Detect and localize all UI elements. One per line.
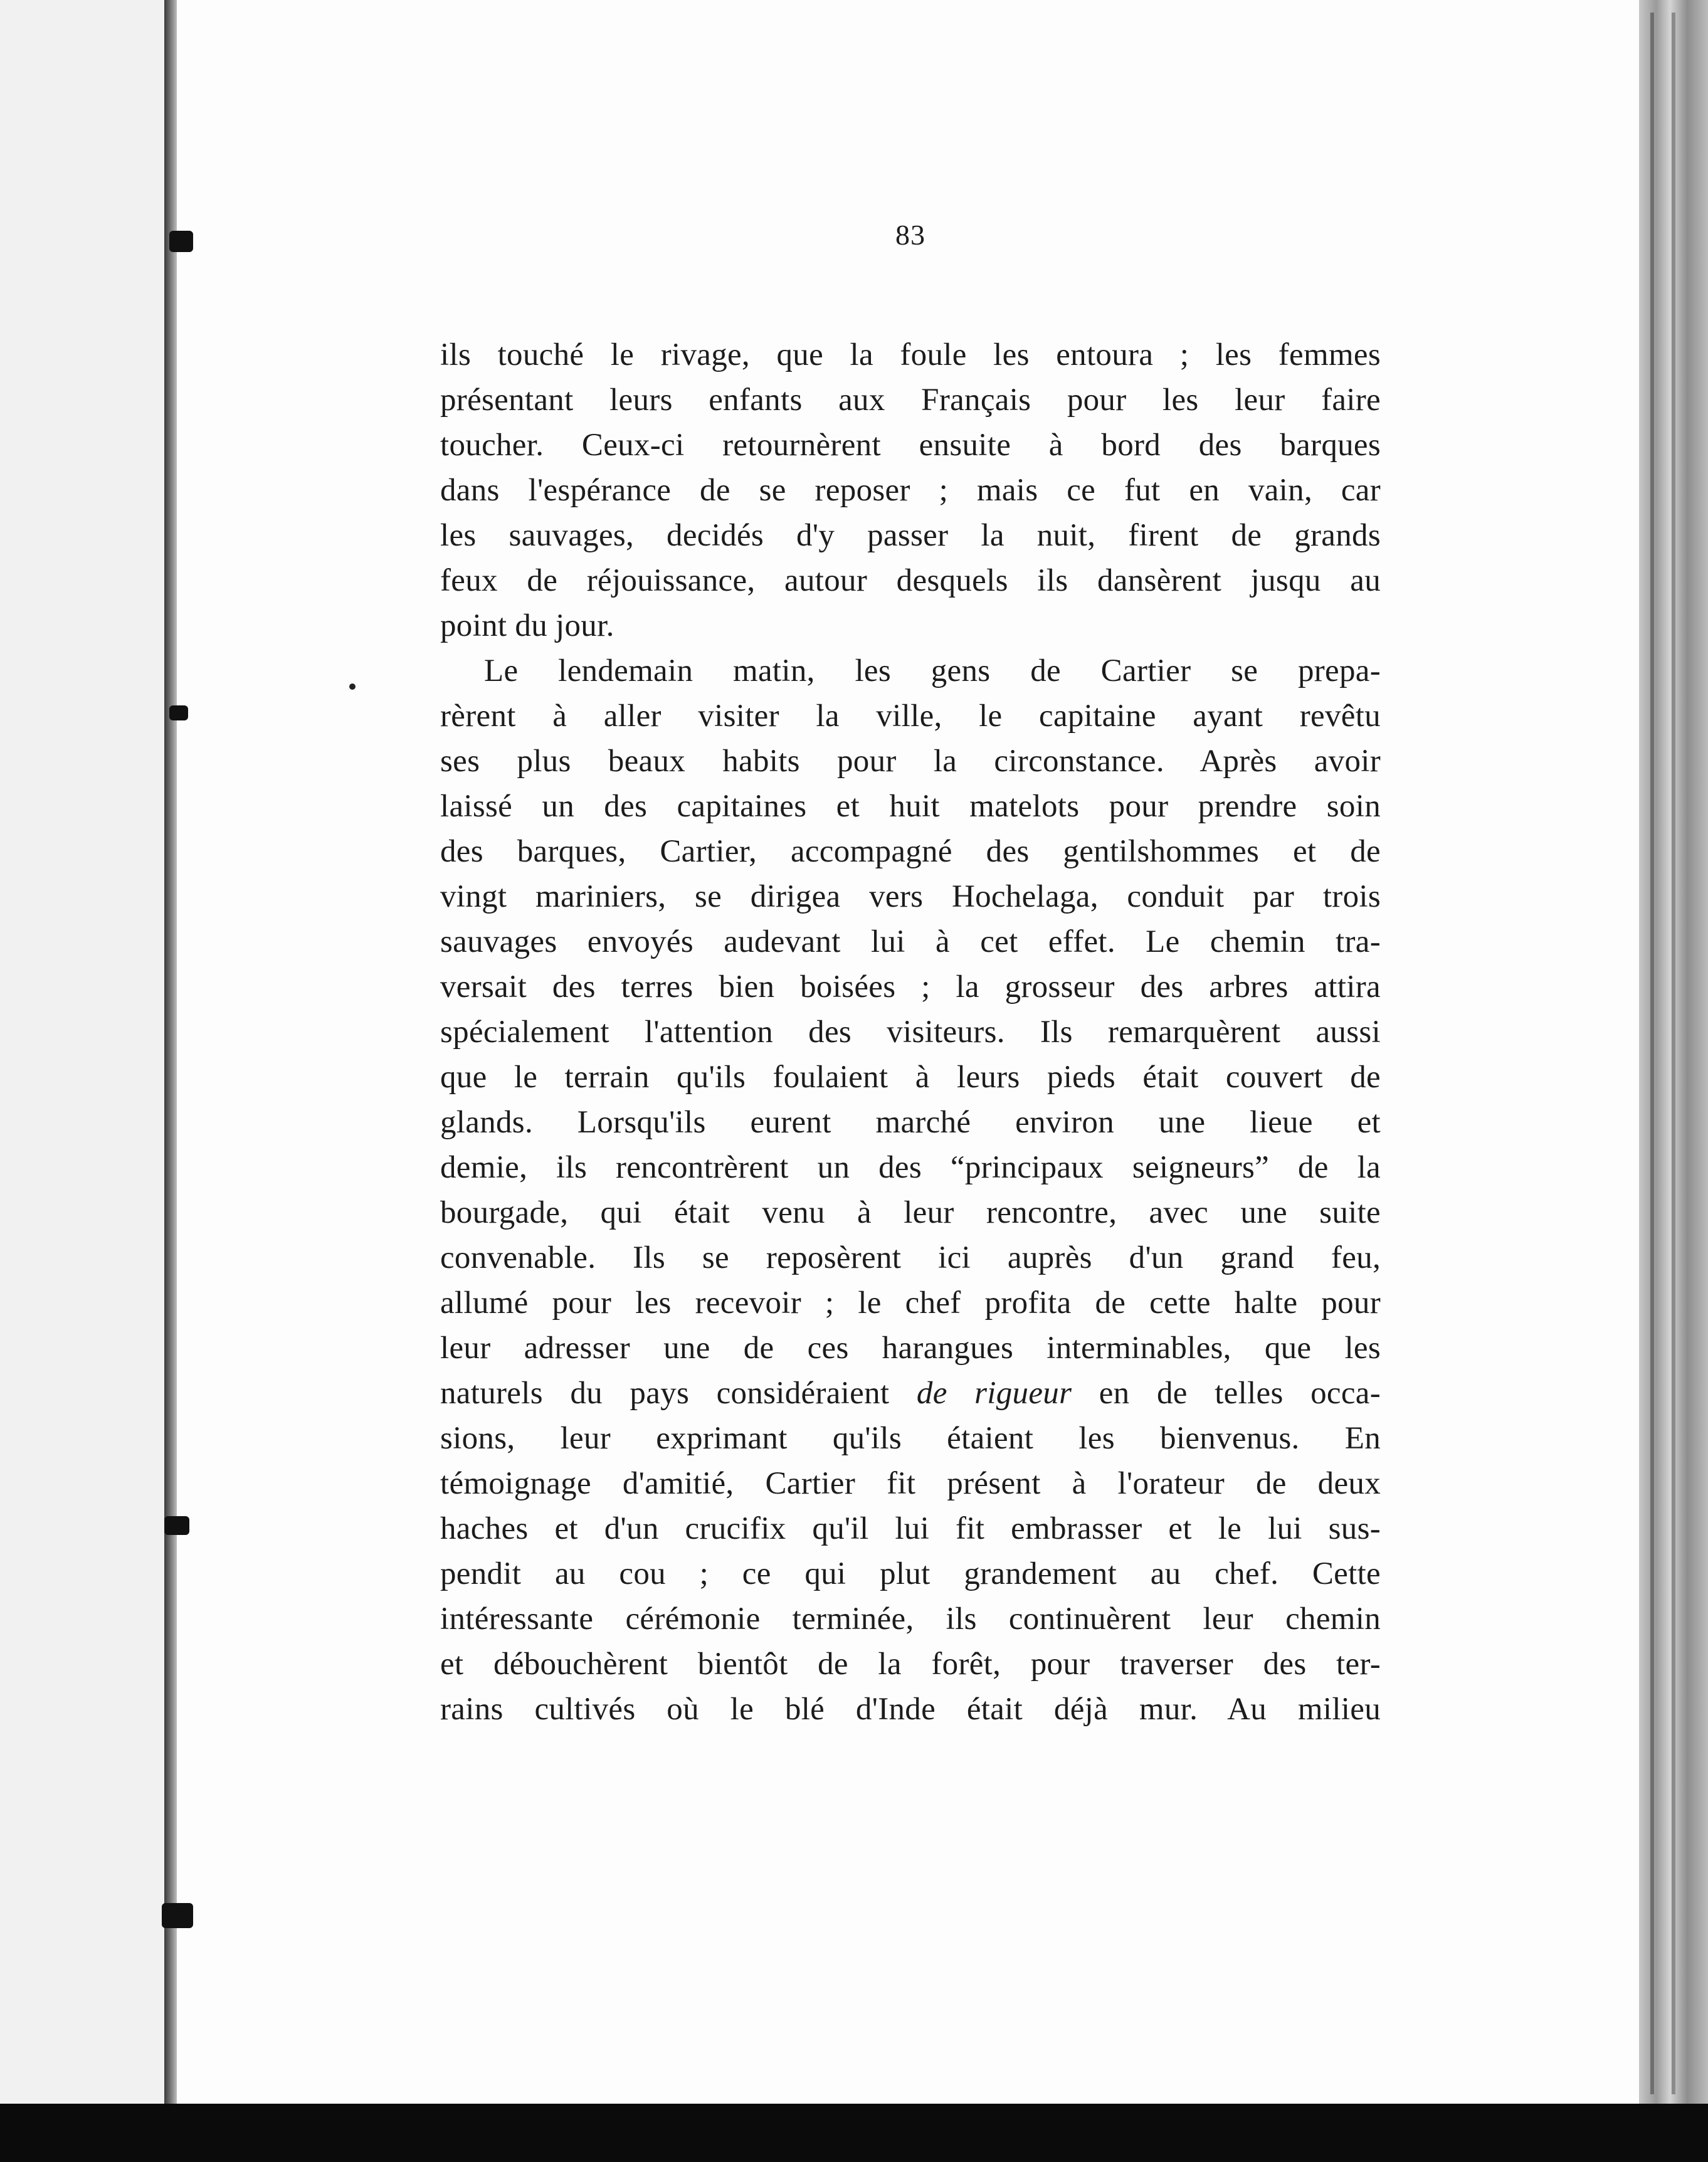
text-line: rèrent à aller visiter la ville, le capitaine ayant revêtu <box>440 699 1381 734</box>
binding-thread-mark <box>169 231 193 252</box>
text-line: témoignage d'amitié, Cartier fit présent à l'orateur de deux <box>440 1466 1381 1501</box>
text-line: demie, ils rencontrèrent un des “principaux seigneurs” de la <box>440 1150 1381 1185</box>
text-line: ses plus beaux habits pour la circonstance. Après avoir <box>440 744 1381 779</box>
text-line: sauvages envoyés audevant lui à cet effet. Le chemin tra- <box>440 924 1381 959</box>
text-line: versait des terres bien boisées ; la grosseur des arbres attira <box>440 969 1381 1005</box>
text-line: haches et d'un crucifix qu'il lui fit embrasser et le lui sus- <box>440 1511 1381 1546</box>
text-line: sions, leur exprimant qu'ils étaient les bienvenus. En <box>440 1421 1381 1456</box>
page-number: 83 <box>895 219 925 251</box>
text-line: toucher. Ceux-ci retournèrent ensuite à bord des barques <box>440 428 1381 463</box>
text-line: les sauvages, decidés d'y passer la nuit, firent de grands <box>440 518 1381 553</box>
text-line: des barques, Cartier, accompagné des gentilshommes et de <box>440 834 1381 869</box>
text-line: convenable. Ils se reposèrent ici auprès d'un grand feu, <box>440 1240 1381 1275</box>
dust-speck <box>349 683 356 690</box>
text-segment: en de telles occa- <box>1072 1376 1381 1411</box>
binding-thread-mark <box>169 705 188 720</box>
binding-thread-mark <box>164 1516 189 1535</box>
paragraph-2 <box>440 648 1381 1732</box>
text-line: dans l'espérance de se reposer ; mais ce fut en vain, car <box>440 473 1381 508</box>
text-line: leur adresser une de ces harangues interminables, que les <box>440 1331 1381 1366</box>
text-line: et débouchèrent bientôt de la forêt, pour traverser des ter- <box>440 1647 1381 1682</box>
text-line: spécialement l'attention des visiteurs. Ils remarquèrent aussi <box>440 1015 1381 1050</box>
text-line: allumé pour les recevoir ; le chef profita de cette halte pour <box>440 1285 1381 1321</box>
text-line: point du jour. <box>440 608 614 643</box>
text-segment: naturels du pays considéraient <box>440 1376 917 1411</box>
text-line: que le terrain qu'ils foulaient à leurs pieds était couvert de <box>440 1060 1381 1095</box>
text-line: laissé un des capitaines et huit matelots pour prendre soin <box>440 789 1381 824</box>
page-stack-line <box>1650 13 1654 2094</box>
binding-thread-mark <box>162 1903 193 1928</box>
facing-page-edge <box>0 0 164 2104</box>
text-line: vingt mariniers, se dirigea vers Hochelaga, conduit par trois <box>440 879 1381 914</box>
text-line: feux de réjouissance, autour desquels ils dansèrent jusqu au <box>440 563 1381 598</box>
page-stack-line <box>1672 13 1675 2094</box>
text-line: pendit au cou ; ce qui plut grandement au chef. Cette <box>440 1556 1381 1591</box>
text-line: intéressante cérémonie terminée, ils continuèrent leur chemin <box>440 1601 1381 1637</box>
text-line: présentant leurs enfants aux Français pour les leur faire <box>440 382 1381 418</box>
text-line: ils touché le rivage, que la foule les entoura ; les femmes <box>440 337 1381 372</box>
text-line: rains cultivés où le blé d'Inde était déjà mur. Au milieu <box>440 1692 1381 1727</box>
paragraph-1 <box>440 332 1381 648</box>
text-block <box>440 213 1381 1732</box>
italic-phrase: de rigueur <box>916 1376 1072 1411</box>
scanner-bed-band <box>0 2104 1708 2162</box>
text-line: bourgade, qui était venu à leur rencontre, avec une suite <box>440 1195 1381 1230</box>
text-line: glands. Lorsqu'ils eurent marché environ une lieue et <box>440 1105 1381 1140</box>
text-line: Le lendemain matin, les gens de Cartier se prepa- <box>484 653 1381 688</box>
binding-edge <box>164 0 177 2104</box>
text-line-with-italic <box>440 1371 1381 1416</box>
